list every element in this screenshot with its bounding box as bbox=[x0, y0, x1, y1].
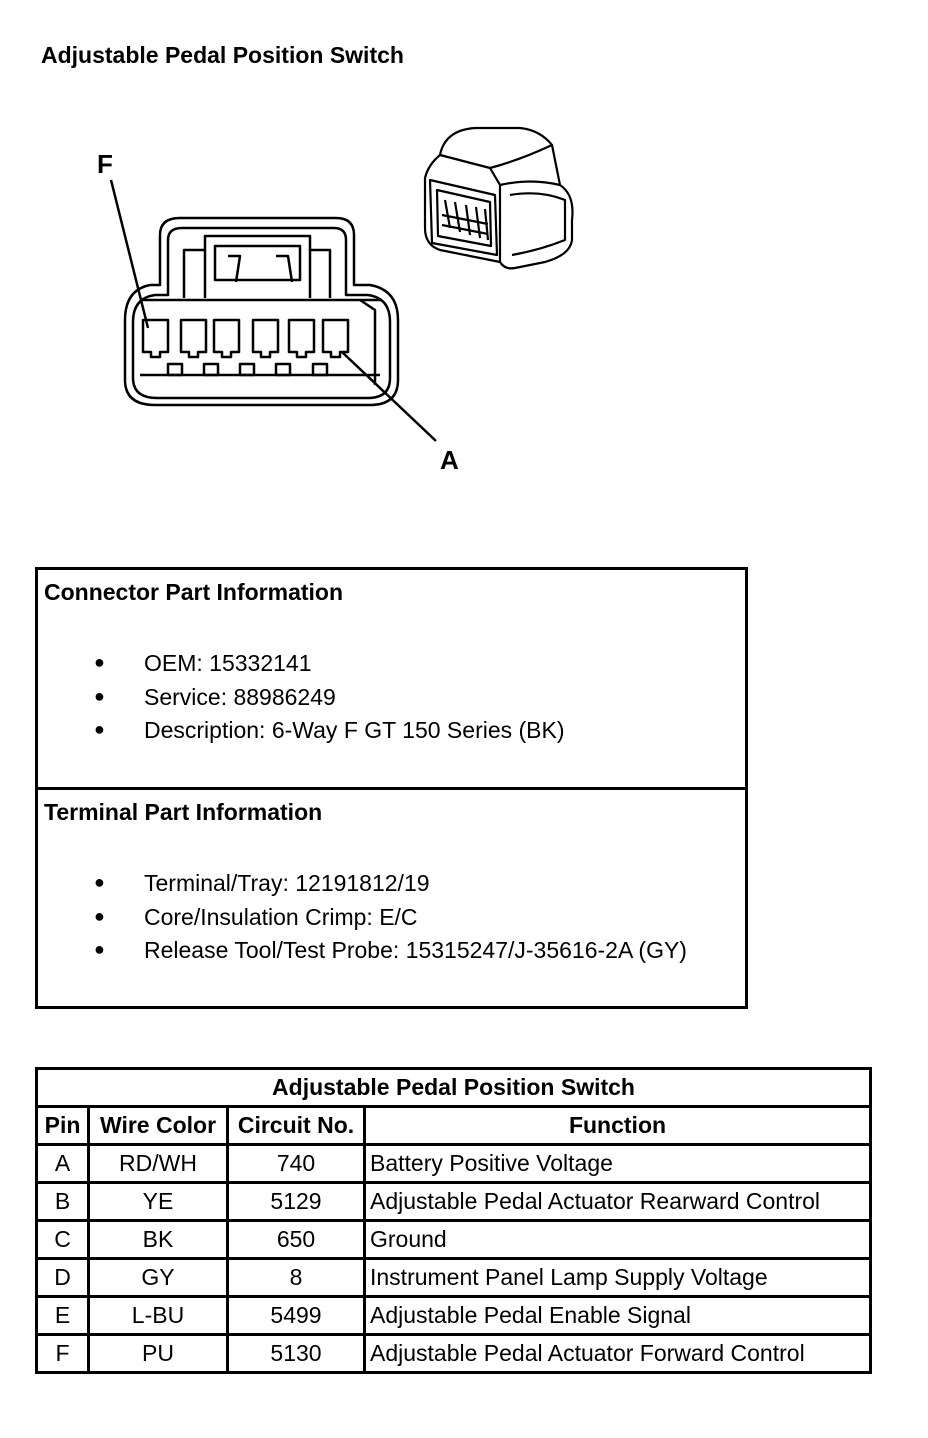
cell-function: Instrument Panel Lamp Supply Voltage bbox=[365, 1259, 871, 1297]
bullet-icon: ● bbox=[94, 685, 105, 706]
cell-function: Adjustable Pedal Enable Signal bbox=[365, 1297, 871, 1335]
label-f: F bbox=[97, 149, 113, 179]
header-function: Function bbox=[365, 1107, 871, 1145]
table-row bbox=[37, 1297, 871, 1335]
cell-pin: C bbox=[37, 1221, 89, 1259]
terminal-part-info: Terminal Part Information ● Terminal/Tray: 12191812/19 ● Core/Insulation Crimp: E/C ● Release Tool/Test Probe: 15315247/J-35616-2A (GY) bbox=[38, 787, 745, 1007]
cell-wire-color: BK bbox=[89, 1221, 228, 1259]
cell-circuit: 650 bbox=[228, 1221, 365, 1259]
cell-pin: E bbox=[37, 1297, 89, 1335]
cell-wire-color: L-BU bbox=[89, 1297, 228, 1335]
cell-circuit: 5130 bbox=[228, 1335, 365, 1373]
table-caption: Adjustable Pedal Position Switch bbox=[37, 1069, 871, 1107]
cell-pin: B bbox=[37, 1183, 89, 1221]
connector-info-title: Connector Part Information bbox=[44, 579, 344, 605]
cell-function: Ground bbox=[365, 1221, 871, 1259]
table-row bbox=[37, 1259, 871, 1297]
bullet-icon: ● bbox=[94, 652, 105, 672]
terminal-info-title: Terminal Part Information bbox=[44, 799, 323, 825]
bullet-icon: ● bbox=[94, 719, 105, 739]
header-pin: Pin bbox=[37, 1107, 89, 1145]
header-circuit-no: Circuit No. bbox=[228, 1107, 365, 1145]
cell-pin: A bbox=[37, 1145, 89, 1183]
cell-circuit: 5499 bbox=[228, 1297, 365, 1335]
cell-wire-color: RD/WH bbox=[89, 1145, 228, 1183]
leader-line-f bbox=[111, 180, 148, 328]
connector-3d-illustration bbox=[425, 128, 573, 268]
connector-diagram bbox=[0, 0, 928, 520]
table-row bbox=[37, 1183, 871, 1221]
cell-wire-color: PU bbox=[89, 1335, 228, 1373]
bullet-icon: ● bbox=[94, 872, 105, 892]
cell-function: Adjustable Pedal Actuator Forward Control bbox=[365, 1335, 871, 1373]
bullet-icon: ● bbox=[94, 939, 105, 959]
table-header-row bbox=[37, 1107, 871, 1145]
table-row bbox=[37, 1145, 871, 1183]
cell-pin: D bbox=[37, 1259, 89, 1297]
cell-function: Adjustable Pedal Actuator Rearward Control bbox=[365, 1183, 871, 1221]
cell-function: Battery Positive Voltage bbox=[365, 1145, 871, 1183]
terminal-cavities bbox=[143, 320, 348, 357]
cell-wire-color: GY bbox=[89, 1259, 228, 1297]
cell-circuit: 8 bbox=[228, 1259, 365, 1297]
cell-wire-color: YE bbox=[89, 1183, 228, 1221]
label-a: A bbox=[440, 445, 459, 475]
connector-part-info: Connector Part Information ● OEM: 15332141 ● Service: 88986249 ● Description: 6-Way F GT 150 Series (BK) bbox=[44, 579, 565, 743]
connector-housing-inner bbox=[133, 228, 390, 398]
page-title: Adjustable Pedal Position Switch bbox=[41, 42, 404, 68]
table-row bbox=[37, 1221, 871, 1259]
cell-circuit: 740 bbox=[228, 1145, 365, 1183]
table-row bbox=[37, 1335, 871, 1373]
cell-pin: F bbox=[37, 1335, 89, 1373]
cell-circuit: 5129 bbox=[228, 1183, 365, 1221]
bullet-icon: ● bbox=[94, 905, 105, 926]
part-info-box bbox=[35, 567, 748, 1009]
pin-table bbox=[35, 1067, 872, 1374]
header-wire-color: Wire Color bbox=[89, 1107, 228, 1145]
